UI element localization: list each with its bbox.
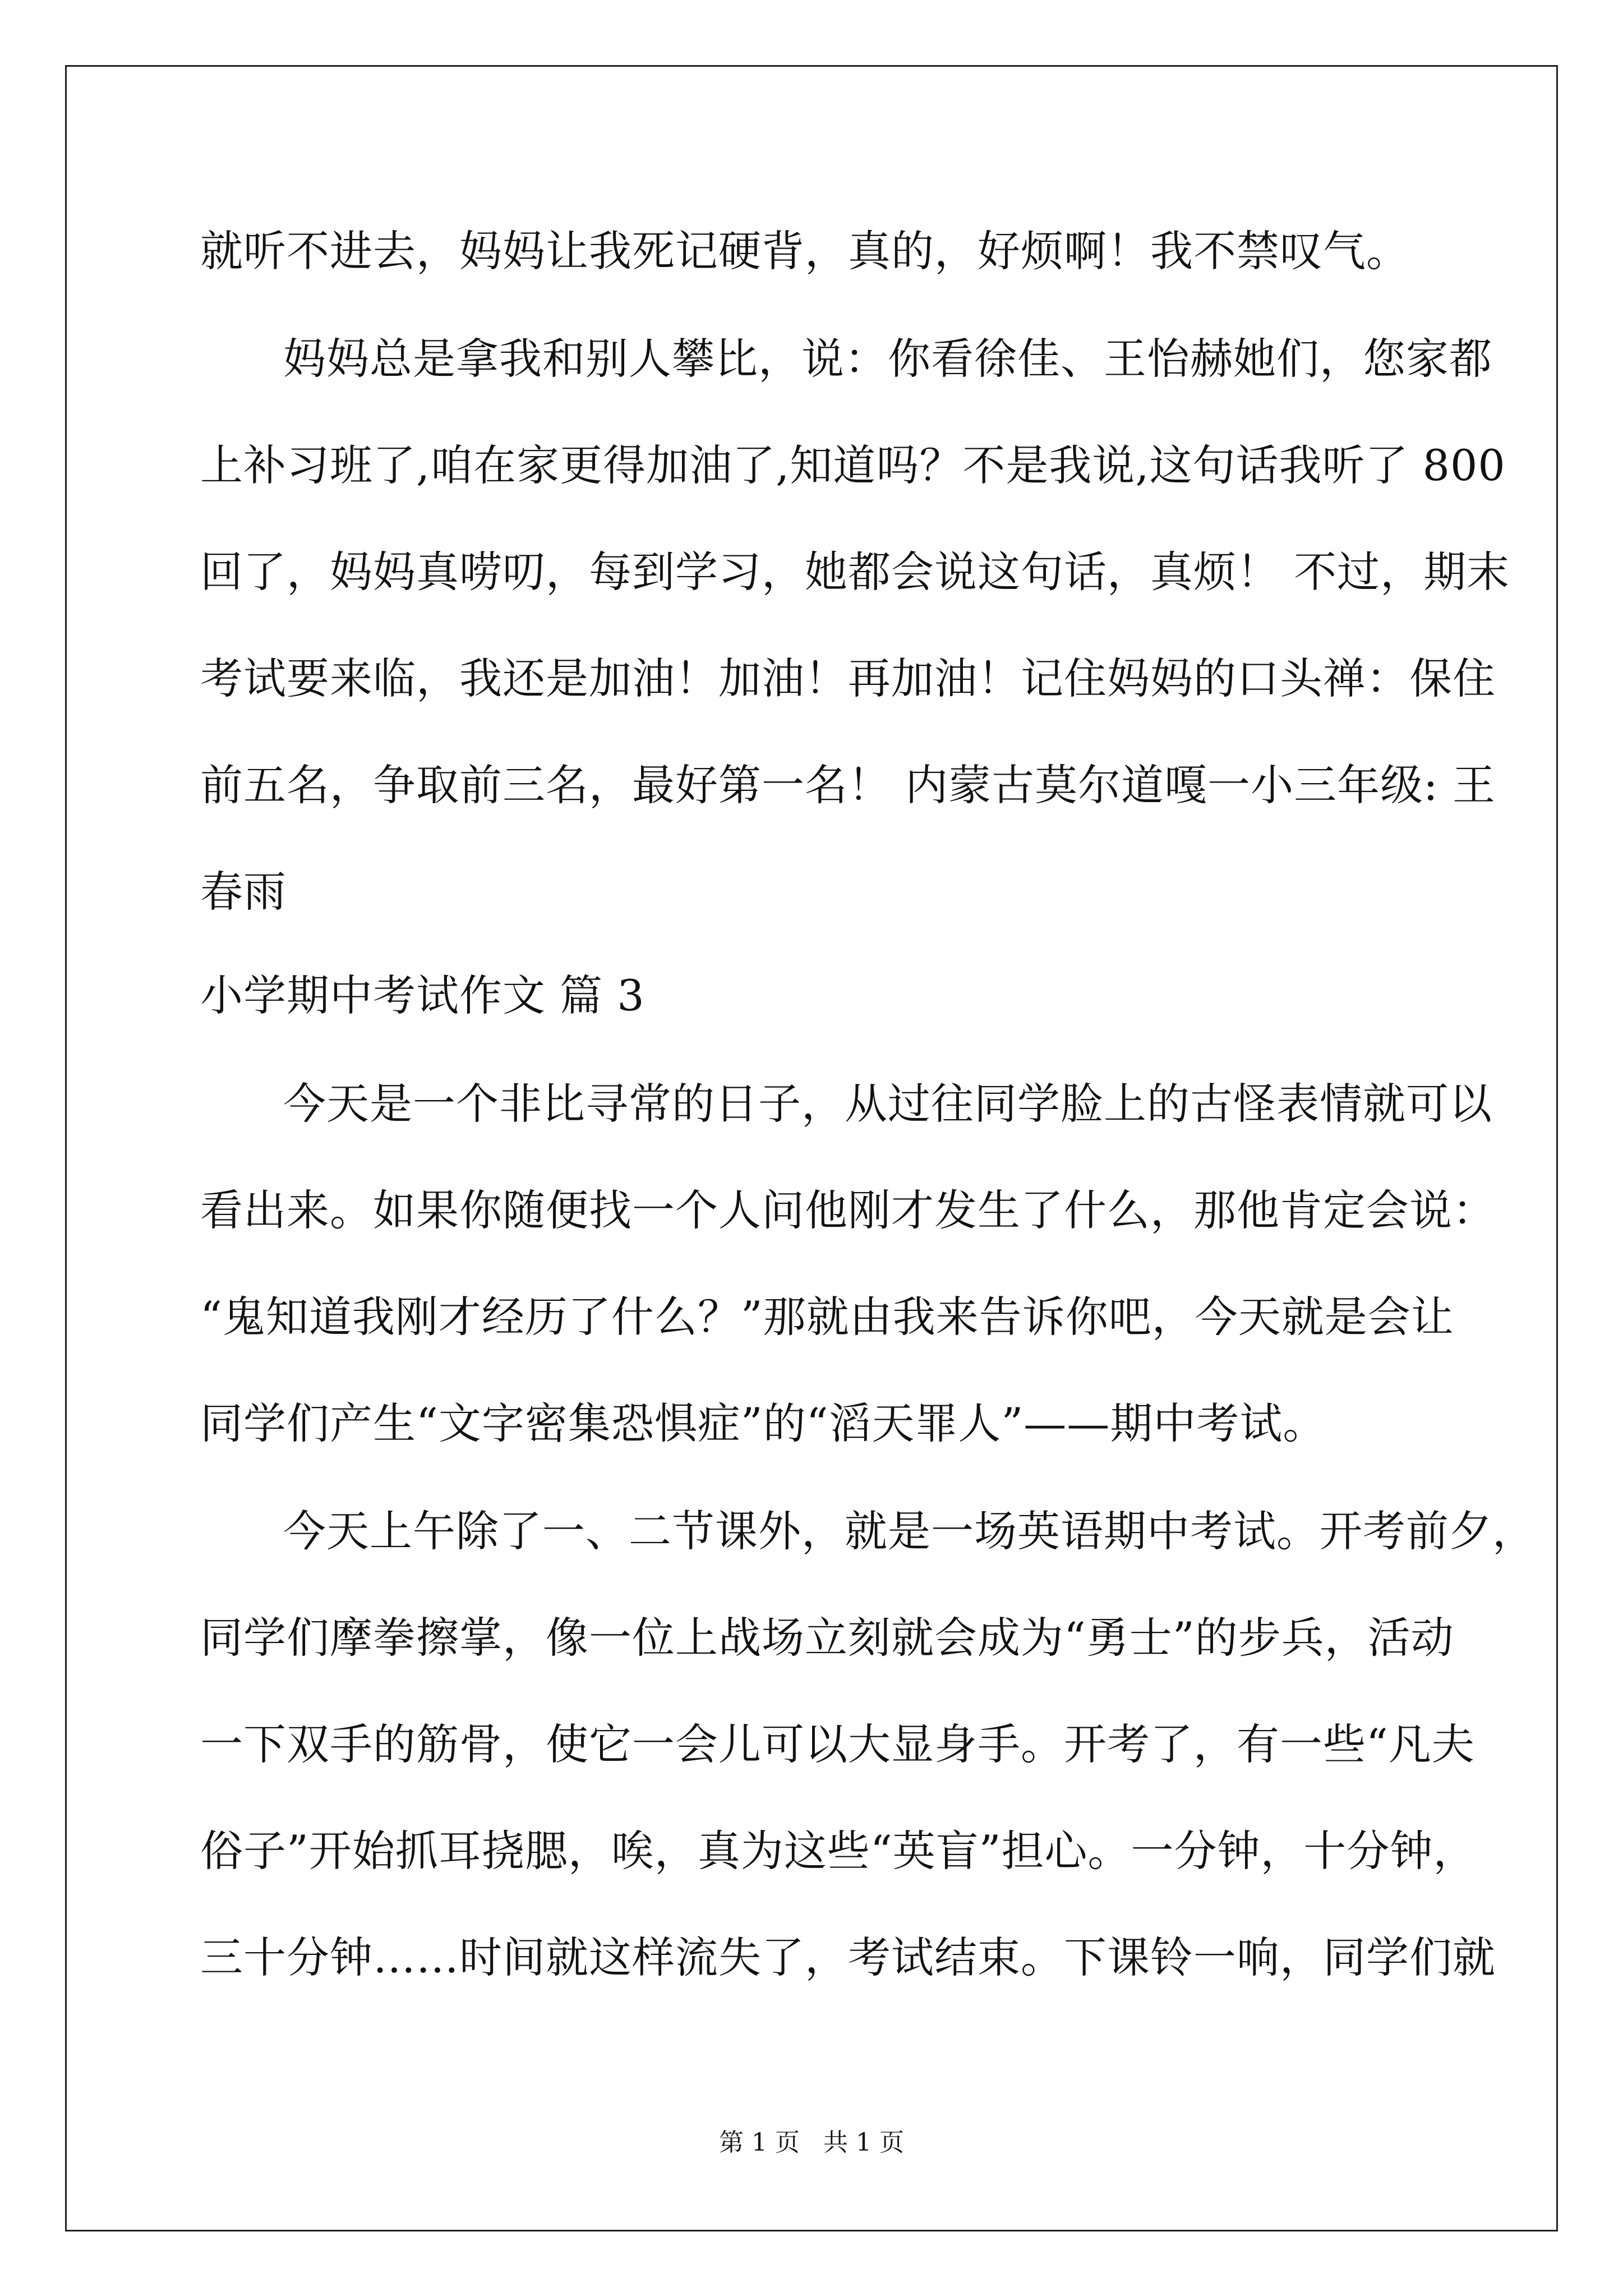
text-line-6: 前五名，争取前三名，最好第一名！ 内蒙古莫尔道嘎一小三年级: 王 — [200, 760, 1496, 810]
text-line-12: 同学们产生“文字密集恐惧症”的“滔天罪人”——期中考试。 — [200, 1398, 1326, 1448]
page-frame — [65, 65, 1558, 2231]
text-line-3: 上补习班了,咱在家更得加油了,知道吗？不是我说,这句话我听了 800 — [200, 440, 1506, 490]
text-line-7: 春雨 — [200, 867, 287, 917]
text-line-15: 一下双手的筋骨，使它一会儿可以大显身手。开考了，有一些“凡夫 — [200, 1719, 1475, 1769]
text-line-2: 妈妈总是拿我和别人攀比，说：你看徐佳、王怡赫她们，您家都 — [283, 334, 1492, 384]
text-line-11: “鬼知道我刚才经历了什么？”那就由我来告诉你吧，今天就是会让 — [200, 1292, 1454, 1342]
text-line-13: 今天上午除了一、二节课外，就是一场英语期中考试。开考前夕， — [283, 1506, 1536, 1556]
text-line-10: 看出来。如果你随便找一个人问他刚才发生了什么，那他肯定会说： — [200, 1185, 1496, 1235]
text-line-1: 就听不进去，妈妈让我死记硬背，真的，好烦啊！我不禁叹气。 — [200, 226, 1409, 276]
text-line-9: 今天是一个非比寻常的日子，从过往同学脸上的古怪表情就可以 — [283, 1079, 1492, 1129]
page-footer: 第 1 页 共 1 页 — [719, 2128, 904, 2157]
text-line-14: 同学们摩拳擦掌，像一位上战场立刻就会成为“勇士”的步兵，活动 — [200, 1613, 1454, 1663]
text-line-5: 考试要来临，我还是加油！加油！再加油！记住妈妈的口头禅：保住 — [200, 654, 1496, 703]
text-line-17: 三十分钟……时间就这样流失了，考试结束。下课铃一响，同学们就 — [200, 1932, 1496, 1982]
section-heading: 小学期中考试作文 篇 3 — [200, 970, 645, 1020]
text-line-4: 回了，妈妈真唠叨，每到学习，她都会说这句话，真烦！ 不过，期末 — [200, 547, 1510, 597]
text-line-16: 俗子”开始抓耳挠腮，唉，真为这些“英盲”担心。一分钟，十分钟， — [200, 1826, 1477, 1876]
